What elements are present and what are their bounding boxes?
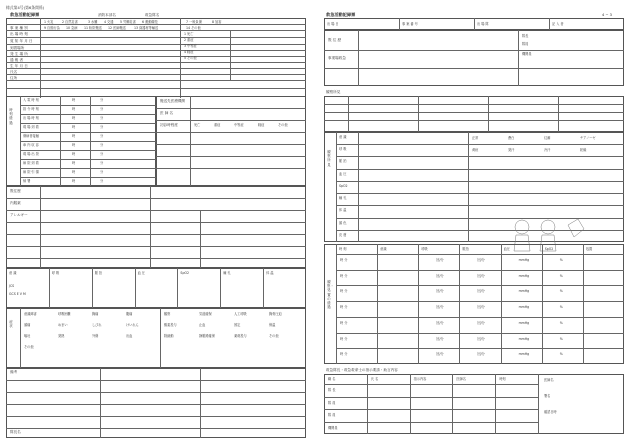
contact-divider — [452, 374, 453, 434]
timeline-divider — [377, 244, 378, 364]
transport-mild: 軽症 — [258, 123, 265, 127]
timeline-unit: 回/分 — [436, 258, 444, 262]
skin-item: 乾燥 — [580, 148, 587, 152]
remarks-label: 備考 — [10, 370, 18, 374]
timeline-unit: mmHg — [518, 258, 530, 262]
time-row-line — [20, 168, 156, 169]
history-label: 既往歴 — [10, 189, 21, 193]
timeline-time: 時 分 — [340, 258, 348, 262]
timeline-header-cell: 脈拍 — [462, 247, 469, 251]
time-section-label: 時刻経過 — [9, 108, 13, 125]
transport-moderate: 中等症 — [234, 123, 244, 127]
vital-divider — [92, 268, 93, 308]
id-label-2: 救急隊名 — [145, 13, 160, 17]
procedure-item: 静脈路確保 — [199, 334, 215, 338]
header-label: 記 入 者 — [552, 22, 564, 26]
contact-header-line — [324, 384, 538, 385]
procedure-item: 酸素投与 — [164, 323, 177, 327]
symptom-item: 腹痛 — [126, 312, 133, 316]
contact-header: 医師名 — [456, 377, 466, 381]
procedure-item: 観察 — [164, 312, 171, 316]
row-label-name: 氏名 — [10, 70, 18, 74]
row-label-address: 住所 — [10, 76, 18, 80]
vital-label: 脈 拍 — [94, 271, 103, 275]
vital-label: 血 圧 — [137, 271, 145, 275]
vital-label: 呼 吸 — [51, 271, 60, 275]
type-2: 2 自然災害 — [62, 20, 78, 24]
left-form-title: 救急活動記録票 — [10, 12, 40, 17]
transport-table — [156, 96, 306, 186]
time-hour-unit: 時 — [72, 134, 76, 138]
transport-severe: 重症 — [214, 123, 221, 127]
contact-row-label: 隊 長 — [328, 388, 336, 392]
procedure-item: 固定 — [234, 323, 241, 327]
timeline-unit: 回/分 — [436, 305, 444, 310]
right-form-page — [318, 0, 630, 442]
timeline-unit: mmHg — [518, 289, 530, 294]
contact-header: 時刻 — [499, 377, 506, 381]
obs-label: SpO2 — [339, 183, 348, 188]
skin-item: 紅潮 — [544, 136, 551, 140]
timeline-divider — [418, 244, 419, 364]
row-label-caller: 通 報 者 — [10, 58, 24, 62]
captain-label: 隊長名 — [10, 430, 21, 434]
vital-label: 体 温 — [266, 271, 274, 275]
symptom-item: 出血 — [126, 334, 133, 338]
time-row-label: 指 令 時 刻 — [23, 107, 39, 111]
vital-divider — [263, 268, 264, 308]
timeline-unit: 回/分 — [477, 336, 485, 341]
procedure-item: その他 — [269, 334, 279, 338]
contact-header: 氏 名 — [370, 377, 379, 381]
contact-row-label: 隊 員 — [328, 400, 336, 405]
time-row-label: 入 電 時 刻 — [23, 98, 39, 102]
symptom-item: 胸痛 — [92, 312, 99, 316]
skin-item: 発汗 — [508, 148, 515, 152]
page-number: 4 − 3 — [602, 13, 612, 17]
time-hour-unit: 時 — [72, 125, 76, 129]
symptom-item: 嘔吐 — [24, 334, 31, 338]
timeline-unit: mmHg — [518, 273, 530, 278]
type-10: 10 急病 — [66, 26, 78, 30]
skin-item: 蒼白 — [508, 136, 515, 140]
time-row-label: 現 場 出 発 — [23, 152, 39, 156]
timeline-unit: mmHg — [518, 320, 530, 325]
timeline-unit: mmHg — [518, 305, 530, 310]
obs-row-line — [336, 156, 624, 157]
consciousness-jcs: JCS — [9, 284, 15, 288]
obs-label: 皮 膚 — [339, 232, 347, 237]
type-4: 4 交通 — [104, 20, 114, 24]
time-minute-unit: 分 — [100, 170, 104, 174]
time-row-line — [20, 150, 156, 151]
skin-item: チアノーゼ — [580, 136, 596, 140]
timeline-row-line — [336, 270, 624, 271]
timeline-unit: 回/分 — [477, 352, 485, 357]
obs-row-line — [336, 193, 624, 194]
timeline-unit: % — [559, 289, 563, 294]
row-label-arrival: 到着場所 — [10, 46, 25, 50]
obs-label: 血 圧 — [339, 171, 347, 176]
time-row-line — [20, 114, 156, 115]
transport-doctor-label: 医 師 名 — [160, 111, 174, 115]
header-divider — [549, 18, 550, 30]
time-minute-unit: 分 — [100, 152, 104, 156]
limb-icon — [568, 219, 584, 237]
timeline-unit: % — [559, 305, 563, 310]
obs-row-line — [336, 181, 624, 182]
time-hour-unit: 時 — [72, 152, 76, 156]
obs-row-line — [336, 205, 624, 206]
type-6: 6 運動競技 — [142, 20, 158, 24]
timeline-time: 時 分 — [340, 320, 348, 325]
skin-item: 正常 — [472, 136, 479, 140]
contact-divider — [495, 374, 496, 434]
type-11: 11 転院搬送 — [84, 26, 102, 30]
obs-label: 瞳 孔 — [339, 196, 347, 201]
row-label-type: 事 案 種 別 — [10, 26, 28, 30]
header-label: 事 案 番 号 — [402, 22, 418, 26]
form-number: 様式第4号(第6条関係) — [6, 5, 45, 10]
timeline-unit: 回/分 — [477, 289, 485, 294]
time-row-label: 病 院 到 着 — [23, 161, 39, 165]
timeline-unit: 回/分 — [436, 352, 444, 357]
left-form-page — [0, 0, 314, 442]
symptom-item: 頭痛 — [24, 323, 31, 327]
skin-item: 黄疸 — [472, 148, 479, 152]
timeline-unit: 回/分 — [436, 289, 444, 294]
timeline-header-line — [336, 254, 624, 255]
head-back-icon — [541, 220, 555, 234]
procedure-item: 気道確保 — [199, 312, 212, 316]
row-label-location: 発 生 場 所 — [10, 52, 28, 56]
type-1: 1 火災 — [44, 20, 54, 24]
time-minute-unit: 分 — [100, 179, 104, 183]
timeline-vertical: 観察・処置の経過 — [327, 280, 334, 310]
timeline-unit: 回/分 — [436, 320, 444, 325]
timeline-unit: % — [559, 320, 563, 325]
time-hour-unit: 時 — [72, 116, 76, 120]
timeline-row-line — [336, 348, 624, 349]
contact-title: 救急隊長・救急救命士の指示要請・助言内容 — [326, 368, 398, 372]
timeline-row-line — [336, 333, 624, 334]
symptom-item: しびれ — [92, 323, 102, 327]
procedure-item: 除細動 — [164, 334, 174, 338]
time-hour-unit: 時 — [72, 98, 76, 102]
symptom-item: めまい — [58, 323, 68, 327]
symptom-item: 呼吸困難 — [58, 312, 71, 316]
obs-label: 顔 色 — [339, 220, 347, 225]
time-row-label: 車 内 収 容 — [23, 143, 39, 147]
time-minute-unit: 分 — [100, 98, 104, 102]
time-minute-unit: 分 — [100, 107, 104, 111]
obs-label: 呼 吸 — [339, 147, 347, 152]
procedure-item: 薬剤投与 — [234, 334, 247, 338]
symptom-item: 発熱 — [58, 334, 65, 338]
observation-table — [324, 96, 624, 132]
severity-2: 3 中等症 — [184, 44, 197, 48]
timeline-unit: 回/分 — [436, 336, 444, 341]
contact-header: 指示内容 — [413, 377, 427, 381]
contact-row-label: 機関員 — [328, 425, 338, 430]
transport-death: 死亡 — [194, 123, 201, 127]
type-13: 13 資器材等輸送 — [134, 26, 159, 30]
section-observation: 観察所見 — [326, 90, 341, 94]
symptom-item: けいれん — [126, 323, 139, 327]
procedure-item: 人工呼吸 — [234, 312, 247, 316]
contact-row-line — [324, 397, 538, 398]
timeline-unit: mmHg — [518, 336, 530, 341]
type-3: 3 水難 — [88, 20, 98, 24]
time-hour-unit: 時 — [72, 107, 76, 111]
symptoms-vertical-label: 症状 — [9, 320, 13, 329]
timeline-time: 時 分 — [340, 305, 348, 310]
timeline-unit: % — [559, 336, 563, 341]
time-row-line — [20, 123, 156, 124]
type-7: 7 一般負傷 — [186, 20, 202, 24]
staff-section — [324, 30, 624, 86]
timeline-unit: mmHg — [518, 352, 530, 357]
time-row-line — [20, 105, 156, 106]
header-divider — [474, 18, 475, 30]
consciousness-gcs: GCS E V M — [9, 292, 26, 296]
symptom-item: その他 — [24, 345, 34, 349]
type-12: 12 医師搬送 — [108, 26, 126, 30]
header-label: 出 場 隊 — [477, 22, 489, 26]
time-hour-unit: 時 — [72, 170, 76, 174]
vital-label: 意 識 — [9, 271, 17, 275]
row-label-birth: 生 年 月 日 — [10, 64, 28, 68]
signature-date: 確認日時 — [544, 410, 557, 414]
time-hour-unit: 時 — [72, 143, 76, 147]
timeline-unit: % — [559, 273, 563, 278]
timeline-table — [324, 244, 624, 364]
obs-label: 脈 拍 — [339, 159, 347, 164]
type-9: 9 自損行為 — [44, 26, 60, 30]
obs-label: 体 温 — [339, 208, 347, 213]
time-row-line — [20, 141, 156, 142]
contact-row-line — [324, 409, 538, 410]
timeline-time: 時 分 — [340, 273, 348, 278]
contact-table — [324, 374, 624, 434]
row-label-date: 覚 知 年 月 日 — [10, 39, 33, 43]
transport-other: その他 — [278, 123, 288, 127]
medication-label: 内服薬 — [10, 201, 21, 205]
timeline-unit: % — [559, 258, 563, 262]
timeline-time: 時 分 — [340, 289, 348, 294]
signature-sign: 署名 — [544, 394, 551, 398]
timeline-row-line — [336, 317, 624, 318]
severity-1: 2 重症 — [184, 38, 194, 42]
timeline-divider — [501, 244, 502, 364]
right-form-title: 救急活動記録票 — [326, 12, 356, 17]
timeline-header-cell: 処置 — [585, 247, 593, 251]
time-minute-unit: 分 — [100, 125, 104, 129]
time-row-label: 病 院 引 揚 — [23, 170, 39, 174]
section-workplace: 事業場救急 — [328, 56, 346, 60]
type-5: 5 労働災害 — [120, 20, 136, 24]
timeline-header-cell: 時 刻 — [339, 247, 347, 251]
type-14: 14 その他 — [186, 26, 201, 30]
timeline-unit: 回/分 — [477, 258, 485, 262]
timeline-unit: 回/分 — [477, 273, 485, 278]
vital-label: SpO2 — [180, 271, 190, 275]
timeline-divider — [583, 244, 584, 364]
row-label-time: 出 場 時 刻 — [10, 32, 28, 36]
vital-divider — [177, 268, 178, 308]
severity-0: 1 死亡 — [184, 32, 194, 36]
timeline-unit: 回/分 — [477, 305, 485, 310]
signature-doctor: 医師名 — [544, 378, 554, 382]
time-row-label: 傷病者接触 — [23, 134, 39, 138]
transport-hospital-label: 搬送先医療機関 — [160, 99, 186, 103]
time-minute-unit: 分 — [100, 134, 104, 138]
staff-captain: 隊長 — [522, 34, 529, 38]
contact-row-label: 隊 員 — [328, 413, 336, 417]
contact-divider — [410, 374, 411, 434]
time-hour-unit: 時 — [72, 161, 76, 165]
obs-label: 意 識 — [339, 135, 347, 139]
header-label: 出 場 日 — [327, 22, 339, 26]
timeline-row-line — [336, 285, 624, 286]
time-minute-unit: 分 — [100, 143, 104, 147]
contact-row-line — [324, 422, 538, 423]
obs-row-line — [336, 169, 624, 170]
contact-header: 職 名 — [328, 377, 336, 381]
vital-divider — [135, 268, 136, 308]
time-minute-unit: 分 — [100, 161, 104, 165]
procedure-item: 保温 — [269, 323, 276, 327]
time-minute-unit: 分 — [100, 116, 104, 120]
severity-3: 4 軽症 — [184, 50, 194, 54]
timeline-header-cell: 呼吸 — [421, 247, 428, 251]
contact-divider — [367, 374, 368, 434]
symptom-item: 外傷 — [92, 334, 99, 338]
observation-vertical: 観察所見 — [327, 150, 331, 167]
time-row-line — [20, 177, 156, 178]
vital-divider — [220, 268, 221, 308]
time-row-line — [20, 159, 156, 160]
timeline-unit: 回/分 — [436, 273, 444, 278]
severity-4: 5 その他 — [184, 56, 197, 60]
timeline-time: 時 分 — [340, 352, 348, 357]
id-label-1: 消防本部名 — [98, 13, 116, 17]
timeline-header-cell: SpO2 — [544, 247, 554, 251]
timeline-unit: 回/分 — [477, 320, 485, 325]
section-history: 既 往 歴 — [328, 38, 342, 42]
timeline-divider — [459, 244, 460, 364]
timeline-header-cell: 意識 — [380, 247, 387, 251]
allergy-label: アレルギー — [10, 213, 28, 217]
symptom-item: 意識障害 — [24, 312, 37, 316]
vital-divider — [49, 268, 50, 308]
procedure-item: 胸骨圧迫 — [269, 312, 282, 316]
timeline-header-cell: 血圧 — [503, 247, 510, 251]
vital-label: 瞳 孔 — [223, 271, 231, 275]
symptoms-section — [6, 308, 306, 368]
timeline-time: 時 分 — [340, 336, 348, 341]
transport-severity-label: 初診時程度 — [160, 123, 178, 127]
timeline-unit: % — [559, 352, 563, 357]
time-hour-unit: 時 — [72, 179, 76, 183]
timeline-row-line — [336, 301, 624, 302]
header-divider — [399, 18, 400, 30]
time-row-label: 帰 署 — [23, 179, 31, 183]
obs-row-line — [336, 144, 624, 145]
time-row-label: 現 場 到 着 — [23, 125, 39, 129]
timeline-divider — [542, 244, 543, 364]
staff-member: 隊員 — [522, 42, 529, 46]
head-front-icon — [515, 220, 529, 234]
type-8: 8 加害 — [212, 20, 222, 24]
procedure-item: 止血 — [199, 323, 206, 327]
staff-driver: 機関員 — [522, 52, 532, 56]
skin-item: 冷汗 — [544, 148, 551, 152]
time-row-line — [20, 132, 156, 133]
time-row-label: 出 場 時 刻 — [23, 116, 39, 120]
